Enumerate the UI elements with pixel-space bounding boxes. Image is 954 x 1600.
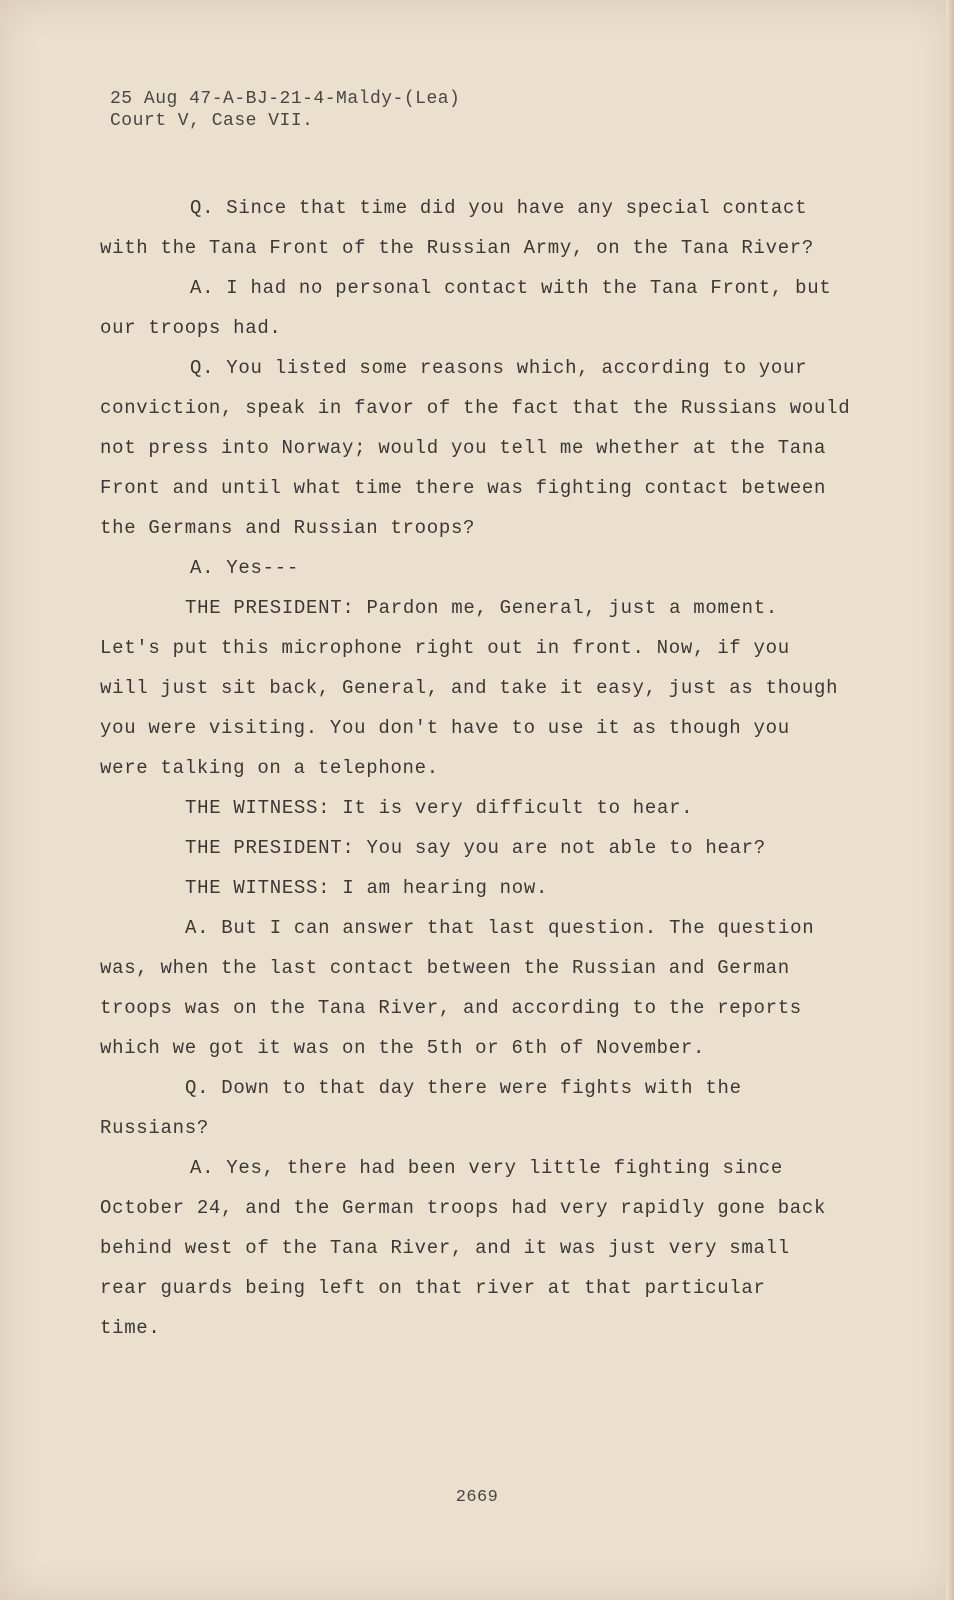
transcript-line: our troops had. [100,317,282,339]
transcript-line: Let's put this microphone right out in front. Now, if you [100,637,790,659]
header-reference-line: 25 Aug 47-A-BJ-21-4-Maldy-(Lea) [110,89,461,109]
transcript-line: which we got it was on the 5th or 6th of November. [100,1037,706,1059]
transcript-line: not press into Norway; would you tell me whether at the Tana [100,437,827,459]
transcript-line: A. Yes--- [190,557,299,579]
transcript-line: troops was on the Tana River, and according to the reports [100,997,802,1019]
transcript-line: October 24, and the German troops had very rapidly gone back [100,1197,827,1219]
transcript-line: conviction, speak in favor of the fact that the Russians would [100,397,851,419]
transcript-line: THE WITNESS: I am hearing now. [185,877,549,899]
transcript-line: was, when the last contact between the Russian and German [100,957,790,979]
transcript-body [100,188,880,1348]
transcript-line: with the Tana Front of the Russian Army, on the Tana River? [100,237,815,259]
transcript-line: THE WITNESS: It is very difficult to hear. [185,797,694,819]
transcript-line: Front and until what time there was fighting contact between [100,477,827,499]
transcript-line: A. Yes, there had been very little fighting since [190,1157,783,1179]
transcript-line: time. [100,1317,161,1339]
document-header [110,88,460,132]
transcript-line: THE PRESIDENT: You say you are not able to hear? [185,837,766,859]
transcript-line: A. I had no personal contact with the Tana Front, but [190,277,832,299]
transcript-line: Russians? [100,1117,209,1139]
header-court-case-line: Court V, Case VII. [110,111,314,131]
transcript-line: were talking on a telephone. [100,757,439,779]
transcript-line: Q. Down to that day there were fights with the [185,1077,742,1099]
transcript-line: Q. Since that time did you have any special contact [190,197,808,219]
transcript-line: Q. You listed some reasons which, according to your [190,357,808,379]
transcript-line: you were visiting. You don't have to use it as though you [100,717,790,739]
page-edge-shadow [946,0,954,1600]
transcript-line: rear guards being left on that river at that particular [100,1277,766,1299]
transcript-line: behind west of the Tana River, and it was just very small [100,1237,790,1259]
transcript-line: THE PRESIDENT: Pardon me, General, just a moment. [185,597,778,619]
transcript-line: the Germans and Russian troops? [100,517,476,539]
transcript-line: will just sit back, General, and take it easy, just as though [100,677,839,699]
transcript-line: A. But I can answer that last question. The question [185,917,815,939]
page-number: 2669 [455,1488,499,1507]
